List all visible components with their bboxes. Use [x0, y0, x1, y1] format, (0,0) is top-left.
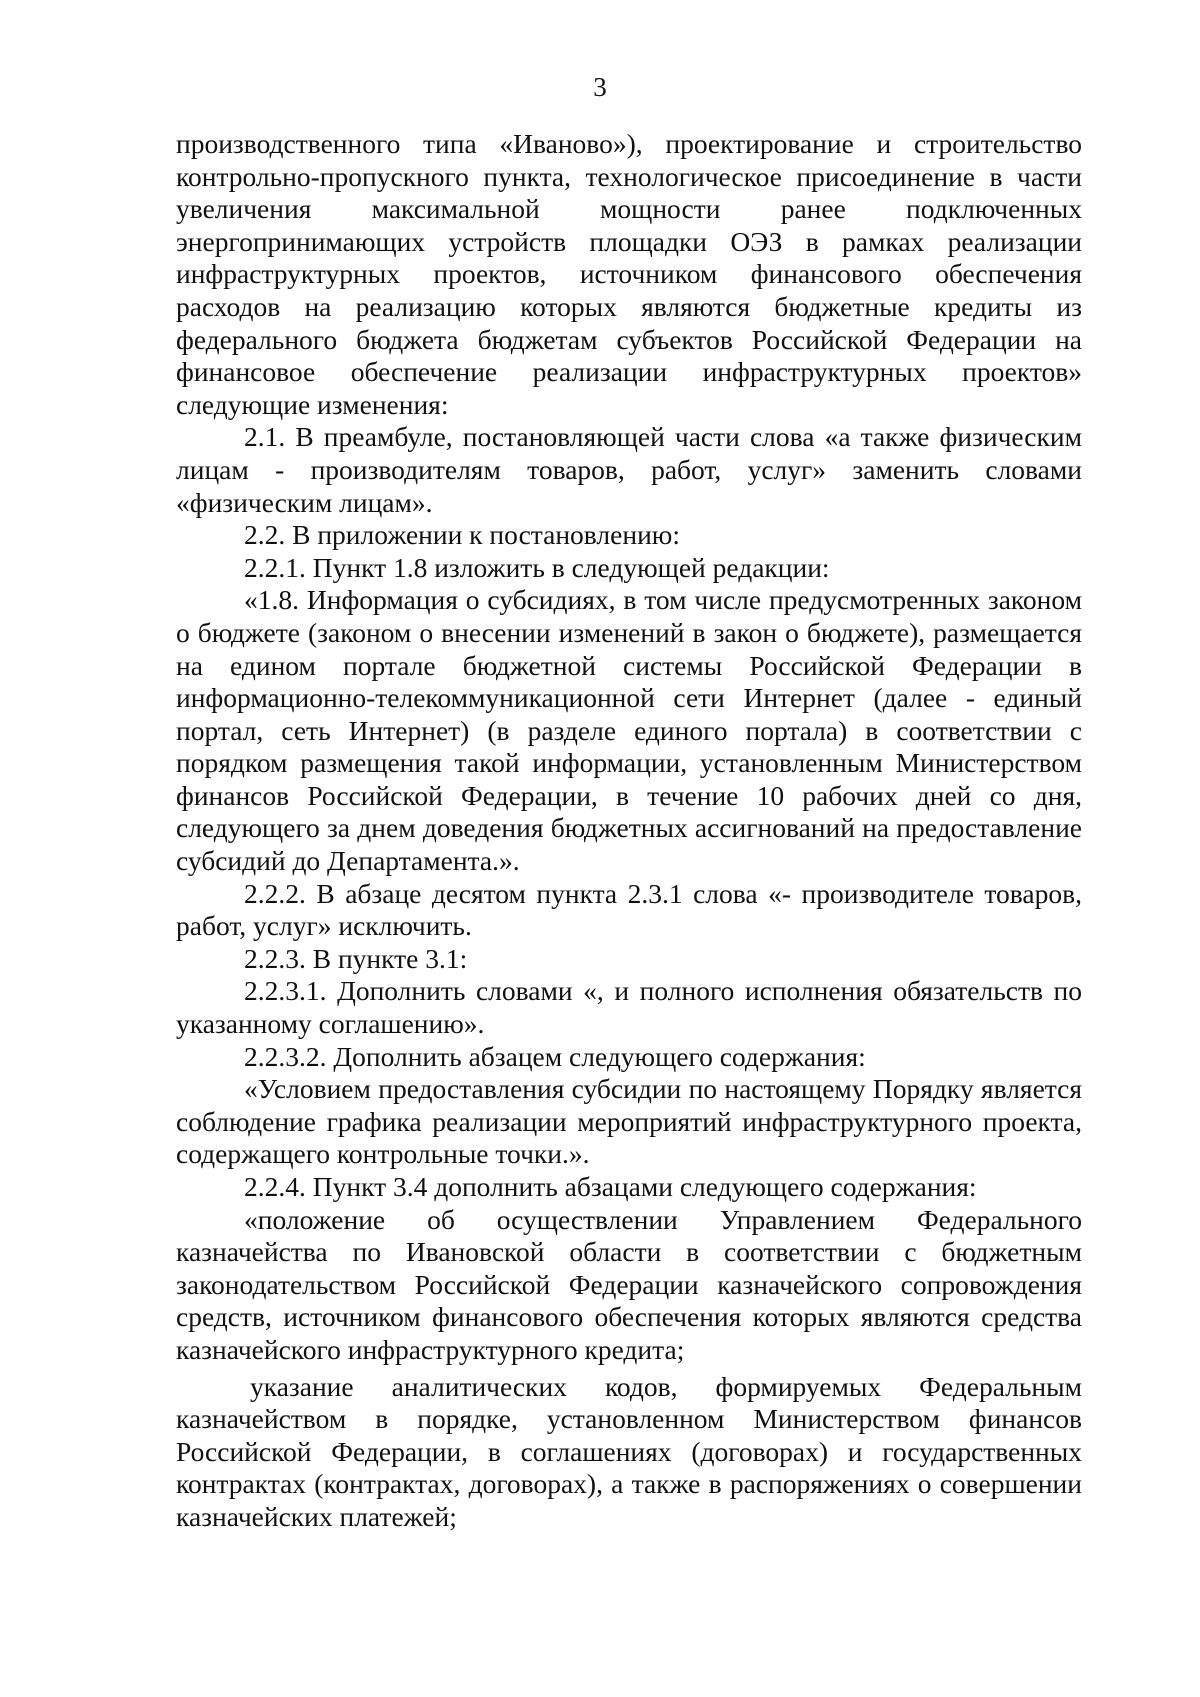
paragraph-2-2-3-1: 2.2.3.1. Дополнить словами «, и полного исполнения обязательств по указанному соглашению». [176, 975, 1082, 1040]
paragraph-2-2-2: 2.2.2. В абзаце десятом пункта 2.3.1 слова «- производителе товаров, работ, услуг» исключить. [176, 877, 1082, 942]
paragraph-2-2-1: 2.2.1. Пункт 1.8 изложить в следующей редакции: [244, 551, 830, 583]
paragraph-2-2-3-2: 2.2.3.2. Дополнить абзацем следующего содержания: [244, 1040, 866, 1072]
paragraph-2-1: 2.1. В преамбуле, постановляющей части слова «а также физическим лицам - производителям товаров, работ, услуг» заменить словами «физическим лицам». [176, 421, 1082, 518]
paragraph-1-8-quote: «1.8. Информация о субсидиях, в том числе предусмотренных законом о бюджете (законом о внесении изменений в закон о бюджете), размещается на едином портале бюджетной системы Российской Федерации в информационно-телекоммуникационной сети Интернет (далее - единый портал, сеть Интернет) (в разделе единого портала) в соответствии с порядком размещения такой информации, установленным Министерством финансов Российской Федерации, в течение 10 рабочих дней со дня, следующего за днем доведения бюджетных ассигнований на предоставление субсидий до Департамента.». [176, 584, 1082, 877]
paragraph-continuation: производственного типа «Иваново»), проектирование и строительство контрольно-пропускного пункта, технологическое присоединение в части увеличения максимальной мощности ранее подключенных энергопринимающих устройств площадки ОЭЗ в рамках реализации инфраструктурных проектов, источником финансового обеспечения расходов на реализацию которых являются бюджетные кредиты из федерального бюджета бюджетам субъектов Российской Федерации на финансовое обеспечение реализации инфраструктурных проектов» следующие изменения: [176, 128, 1082, 420]
paragraph-2-2-4: 2.2.4. Пункт 3.4 дополнить абзацами следующего содержания: [244, 1171, 977, 1202]
paragraph-analytic-codes: указание аналитических кодов, формируемых Федеральным казначейством в порядке, установленном Министерством финансов Российской Федерации, в соглашениях (договорах) и государственных контрактах (контрактах, договорах), а также в распоряжениях о совершении казначейских платежей; [176, 1370, 1082, 1532]
page-number: 3 [593, 72, 607, 102]
paragraph-condition-quote: «Условием предоставления субсидии по настоящему Порядку является соблюдение графика реализации мероприятий инфраструктурного проекта, содержащего контрольные точки.». [176, 1073, 1082, 1170]
document-body [176, 128, 1082, 1534]
paragraph-2-2: 2.2. В приложении к постановлению: [244, 519, 680, 551]
paragraph-provision-quote: «положение об осуществлении Управлением Федерального казначейства по Ивановской области в соответствии с бюджетным законодательством Российской Федерации казначейского сопровождения средств, источником финансового обеспечения которых являются средства казначейского инфраструктурного кредита; [176, 1203, 1082, 1365]
paragraph-2-2-3: 2.2.3. В пункте 3.1: [244, 942, 468, 974]
